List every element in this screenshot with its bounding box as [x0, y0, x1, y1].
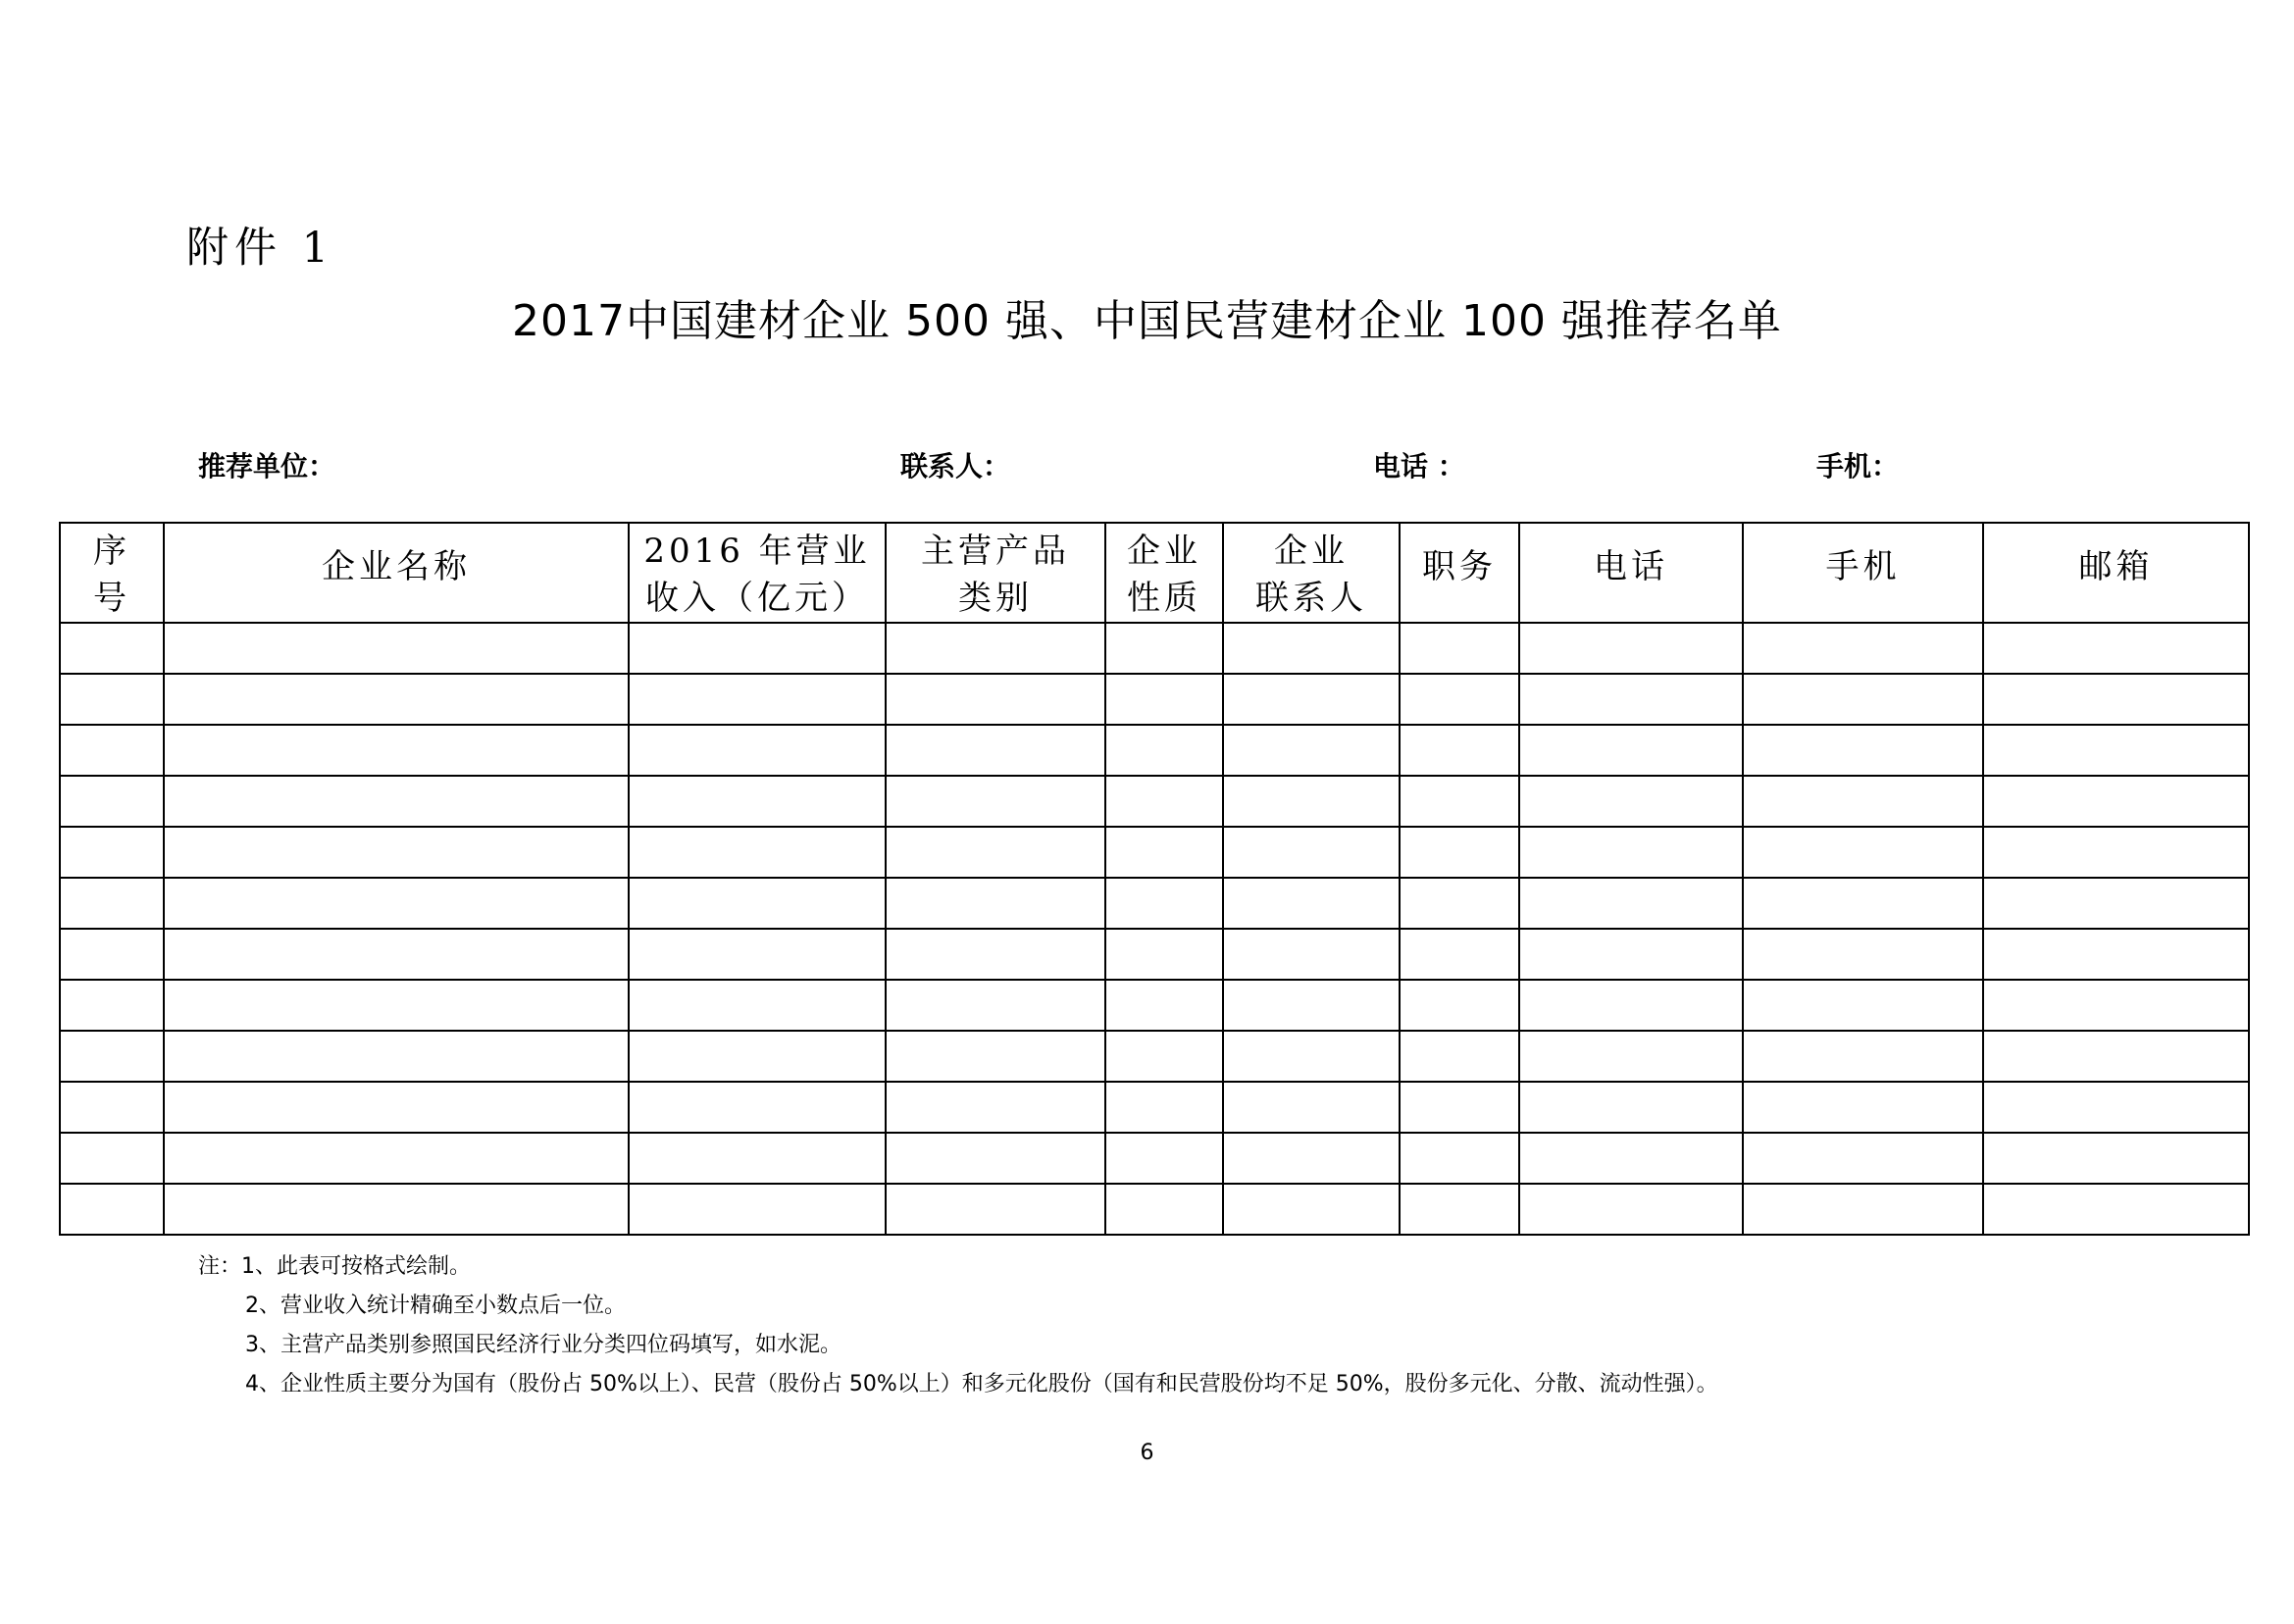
table-cell[interactable] — [1105, 980, 1223, 1031]
table-cell[interactable] — [886, 1184, 1105, 1235]
table-cell[interactable] — [1400, 827, 1519, 878]
table-cell[interactable] — [1519, 1082, 1743, 1133]
table-cell[interactable] — [1983, 878, 2249, 929]
table-cell[interactable] — [60, 1184, 164, 1235]
table-cell[interactable] — [629, 1184, 886, 1235]
table-cell[interactable] — [1743, 929, 1983, 980]
table-cell[interactable] — [886, 827, 1105, 878]
table-cell[interactable] — [164, 1082, 629, 1133]
header-seq: 序 号 — [93, 532, 130, 618]
table-cell[interactable] — [1400, 980, 1519, 1031]
table-cell[interactable] — [1223, 980, 1400, 1031]
table-cell[interactable] — [164, 827, 629, 878]
table-cell[interactable] — [1743, 776, 1983, 827]
table-body — [60, 623, 2249, 1235]
table-cell[interactable] — [1519, 623, 1743, 674]
table-cell[interactable] — [1519, 827, 1743, 878]
table-row — [60, 1082, 2249, 1133]
table-cell[interactable] — [1105, 878, 1223, 929]
table-cell[interactable] — [1223, 827, 1400, 878]
recommending-unit-label: 推荐单位： — [198, 450, 336, 482]
header-mobile: 手机 — [1825, 547, 1901, 586]
header-cell-company-contact — [1223, 523, 1400, 623]
table-cell[interactable] — [1519, 776, 1743, 827]
table-cell[interactable] — [164, 1184, 629, 1235]
table-cell[interactable] — [1223, 1082, 1400, 1133]
table-cell[interactable] — [1400, 878, 1519, 929]
table-cell[interactable] — [1519, 1133, 1743, 1184]
table-cell[interactable] — [629, 725, 886, 776]
document-title: 2017中国建材企业 500 强、中国民营建材企业 100 强推荐名单 — [512, 296, 1782, 346]
notes-section — [198, 1247, 1718, 1404]
header-email: 邮箱 — [2078, 547, 2154, 586]
table-cell[interactable] — [164, 776, 629, 827]
table-row — [60, 1133, 2249, 1184]
table-cell[interactable] — [60, 776, 164, 827]
table-cell[interactable] — [1743, 674, 1983, 725]
table-cell[interactable] — [1983, 1082, 2249, 1133]
header-cell-mobile — [1743, 523, 1983, 623]
table-cell[interactable] — [886, 1133, 1105, 1184]
table-cell[interactable] — [1743, 878, 1983, 929]
header-cell-seq — [60, 523, 164, 623]
mobile-label: 手机： — [1816, 450, 1900, 482]
table-cell[interactable] — [60, 1133, 164, 1184]
table-row — [60, 827, 2249, 878]
table-row — [60, 1031, 2249, 1082]
table-row — [60, 623, 2249, 674]
table-cell[interactable] — [629, 776, 886, 827]
header-phone: 电话 — [1594, 547, 1668, 586]
table-cell[interactable] — [1105, 1031, 1223, 1082]
table-cell[interactable] — [1105, 776, 1223, 827]
table-cell[interactable] — [886, 878, 1105, 929]
table-cell[interactable] — [886, 1031, 1105, 1082]
table-cell[interactable] — [164, 1031, 629, 1082]
table-cell[interactable] — [164, 1133, 629, 1184]
table-header-row — [60, 523, 2249, 623]
table-row — [60, 980, 2249, 1031]
table-cell[interactable] — [629, 980, 886, 1031]
table-cell[interactable] — [164, 929, 629, 980]
table-cell[interactable] — [1105, 674, 1223, 725]
header-company-type: 企业 性质 — [1127, 532, 1201, 618]
table-cell[interactable] — [164, 878, 629, 929]
table-cell[interactable] — [629, 1031, 886, 1082]
table-cell[interactable] — [629, 1082, 886, 1133]
table-cell[interactable] — [886, 674, 1105, 725]
table-cell[interactable] — [886, 1082, 1105, 1133]
table-cell[interactable] — [1223, 725, 1400, 776]
table-cell[interactable] — [1400, 623, 1519, 674]
table-cell[interactable] — [1105, 623, 1223, 674]
table-cell[interactable] — [1519, 725, 1743, 776]
table-cell[interactable] — [1743, 1184, 1983, 1235]
table-cell[interactable] — [164, 623, 629, 674]
table-cell[interactable] — [1983, 980, 2249, 1031]
table-cell[interactable] — [1400, 674, 1519, 725]
table-cell[interactable] — [1400, 776, 1519, 827]
table-cell[interactable] — [164, 725, 629, 776]
table-cell[interactable] — [60, 980, 164, 1031]
table-row — [60, 929, 2249, 980]
table-cell[interactable] — [1519, 1184, 1743, 1235]
table-cell[interactable] — [629, 827, 886, 878]
header-position: 职务 — [1422, 547, 1497, 586]
table-cell[interactable] — [1743, 623, 1983, 674]
table-cell[interactable] — [1983, 674, 2249, 725]
table-cell[interactable] — [629, 878, 886, 929]
table-cell[interactable] — [164, 674, 629, 725]
table-cell[interactable] — [1983, 1133, 2249, 1184]
table-cell[interactable] — [1400, 1133, 1519, 1184]
table-cell[interactable] — [1105, 725, 1223, 776]
recommendation-table — [59, 522, 2250, 1236]
table-cell[interactable] — [1400, 1082, 1519, 1133]
header-company-contact: 企业 联系人 — [1255, 532, 1367, 618]
table-cell[interactable] — [1400, 1031, 1519, 1082]
table-cell[interactable] — [1400, 725, 1519, 776]
header-cell-email — [1983, 523, 2249, 623]
table-cell[interactable] — [1743, 1031, 1983, 1082]
table-cell[interactable] — [60, 878, 164, 929]
table-cell[interactable] — [886, 980, 1105, 1031]
phone-label: 电话 ： — [1373, 450, 1465, 482]
table-cell[interactable] — [1743, 980, 1983, 1031]
table-cell[interactable] — [1223, 776, 1400, 827]
table-cell[interactable] — [886, 929, 1105, 980]
table-cell[interactable] — [1743, 1082, 1983, 1133]
table-cell[interactable] — [1983, 623, 2249, 674]
table-cell[interactable] — [629, 1133, 886, 1184]
header-revenue: 2016 年营业 收入（亿元） — [643, 532, 871, 618]
table-cell[interactable] — [886, 725, 1105, 776]
table-cell[interactable] — [60, 1031, 164, 1082]
table-cell[interactable] — [886, 623, 1105, 674]
table-row — [60, 878, 2249, 929]
table-cell[interactable] — [60, 674, 164, 725]
table-cell[interactable] — [1519, 878, 1743, 929]
table-cell[interactable] — [60, 1082, 164, 1133]
table-cell[interactable] — [1400, 929, 1519, 980]
table-cell[interactable] — [886, 776, 1105, 827]
table-cell[interactable] — [629, 674, 886, 725]
table-cell[interactable] — [1519, 674, 1743, 725]
table-cell[interactable] — [1105, 929, 1223, 980]
table-cell[interactable] — [1743, 1133, 1983, 1184]
table-cell[interactable] — [1743, 827, 1983, 878]
table-row — [60, 725, 2249, 776]
table-cell[interactable] — [1743, 725, 1983, 776]
table-cell[interactable] — [1105, 1082, 1223, 1133]
contact-person-label: 联系人： — [900, 450, 1011, 482]
table-cell[interactable] — [1983, 1184, 2249, 1235]
note-2: 2、营业收入统计精确至小数点后一位。 — [245, 1294, 626, 1318]
table-cell[interactable] — [1519, 1031, 1743, 1082]
table-cell[interactable] — [1400, 1184, 1519, 1235]
table-cell[interactable] — [1519, 980, 1743, 1031]
table-row — [60, 674, 2249, 725]
table-cell[interactable] — [1105, 827, 1223, 878]
table-cell[interactable] — [1983, 725, 2249, 776]
table-cell[interactable] — [1223, 674, 1400, 725]
header-cell-company-name — [164, 523, 629, 623]
table-cell[interactable] — [1983, 1031, 2249, 1082]
note-1: 注：1、此表可按格式绘制。 — [198, 1254, 471, 1279]
header-cell-position — [1400, 523, 1519, 623]
header-cell-company-type — [1105, 523, 1223, 623]
header-cell-product-category — [886, 523, 1105, 623]
table-cell[interactable] — [1223, 878, 1400, 929]
table-cell[interactable] — [1223, 929, 1400, 980]
table-row — [60, 776, 2249, 827]
table-cell[interactable] — [629, 623, 886, 674]
table-cell[interactable] — [1223, 1133, 1400, 1184]
table-cell[interactable] — [1223, 1184, 1400, 1235]
header-company-name: 企业名称 — [322, 547, 471, 586]
page-number: 6 — [1140, 1441, 1154, 1465]
table-cell[interactable] — [60, 929, 164, 980]
table-row — [60, 1184, 2249, 1235]
attachment-label: 附件 1 — [186, 224, 335, 273]
header-cell-phone — [1519, 523, 1743, 623]
table-cell[interactable] — [60, 827, 164, 878]
table-cell[interactable] — [60, 623, 164, 674]
table-cell[interactable] — [1983, 929, 2249, 980]
table-cell[interactable] — [1983, 776, 2249, 827]
table-cell[interactable] — [1223, 1031, 1400, 1082]
note-4: 4、企业性质主要分为国有（股份占 50%以上）、民营（股份占 50%以上）和多元化股份（国有和民营股份均不足 50%，股份多元化、分散、流动性强）。 — [245, 1372, 1718, 1396]
header-product-category: 主营产品 类别 — [921, 532, 1070, 618]
header-cell-revenue — [629, 523, 886, 623]
note-3: 3、主营产品类别参照国民经济行业分类四位码填写，如水泥。 — [245, 1333, 841, 1357]
table-cell[interactable] — [1983, 827, 2249, 878]
table-cell[interactable] — [629, 929, 886, 980]
table-cell[interactable] — [1105, 1133, 1223, 1184]
table-cell[interactable] — [1223, 623, 1400, 674]
table-cell[interactable] — [1519, 929, 1743, 980]
table-cell[interactable] — [1105, 1184, 1223, 1235]
table-cell[interactable] — [164, 980, 629, 1031]
table-cell[interactable] — [60, 725, 164, 776]
